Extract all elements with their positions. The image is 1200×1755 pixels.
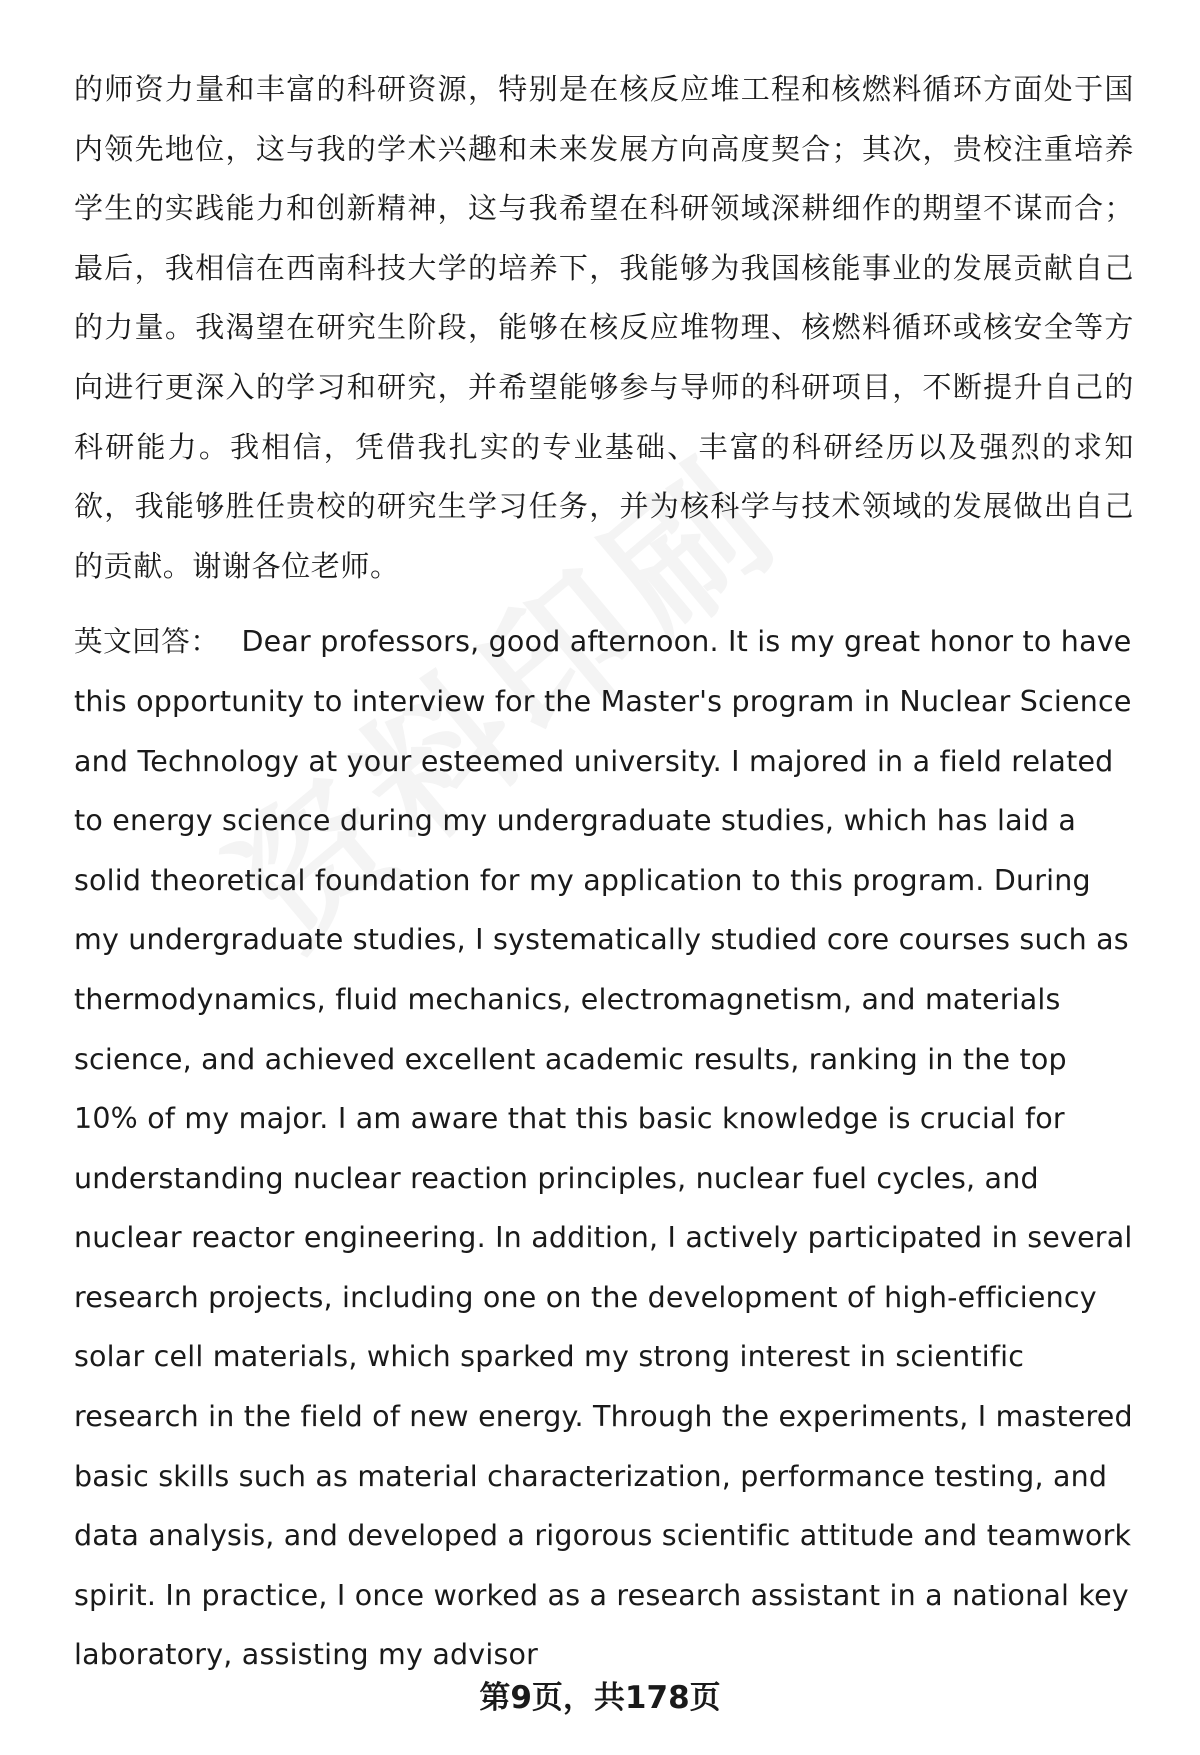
page-content — [74, 60, 1134, 1685]
page-number: 第9页，共178页 — [479, 1680, 721, 1716]
english-answer-paragraph — [74, 612, 1134, 1685]
english-answer-text: Dear professors, good afternoon. It is my great honor to have this opportunity to interview for the Master's program in Nuclear Science and Technology at your esteemed university. I majored in a field related to energy science during my undergraduate studies, which has laid a solid theoretical foundation for my application to this program. During my undergraduate studies, I systematically studied core courses such as thermodynamics, fluid mechanics, electromagnetism, and materials science, and achieved excellent academic results, ranking in the top 10% of my major. I am aware that this basic knowledge is crucial for understanding nuclear reaction principles, nuclear fuel cycles, and nuclear reactor engineering. In addition, I actively participated in several research projects, including one on the development of high-efficiency solar cell materials, which sparked my strong interest in scientific research in the field of new energy. Through the experiments, I mastered basic skills such as material characterization, performance testing, and data analysis, and developed a rigorous scientific attitude and teamwork spirit. In practice, I once worked as a research assistant in a national key laboratory, assisting my advisor — [74, 625, 1133, 1672]
english-answer-label: 英文回答： — [74, 625, 220, 659]
chinese-answer-paragraph: 的师资力量和丰富的科研资源，特别是在核反应堆工程和核燃料循环方面处于国内领先地位，这与我的学术兴趣和未来发展方向高度契合；其次，贵校注重培养学生的实践能力和创新精神，这与我希望在科研领域深耕细作的期望不谋而合；最后，我相信在西南科技大学的培养下，我能够为我国核能事业的发展贡献自己的力量。我渴望在研究生阶段，能够在核反应堆物理、核燃料循环或核安全等方向进行更深入的学习和研究，并希望能够参与导师的科研项目，不断提升自己的科研能力。我相信，凭借我扎实的专业基础、丰富的科研经历以及强烈的求知欲，我能够胜任贵校的研究生学习任务，并为核科学与技术领域的发展做出自己的贡献。谢谢各位老师。 — [74, 72, 1134, 583]
